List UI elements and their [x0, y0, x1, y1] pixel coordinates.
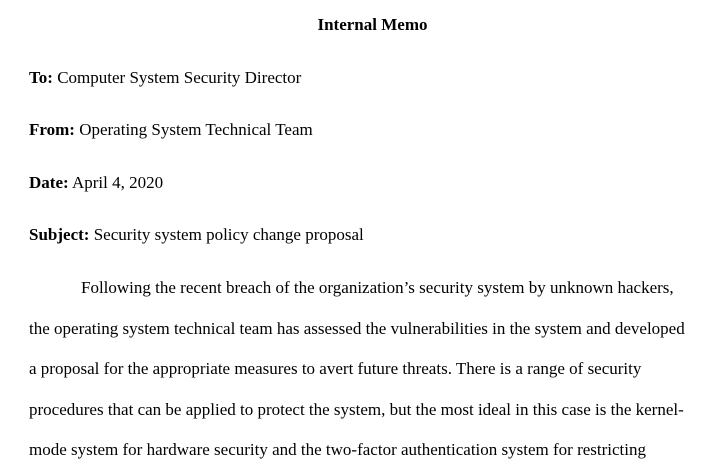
- from-label: From:: [29, 120, 75, 139]
- date-label: Date:: [29, 173, 69, 192]
- to-field: [29, 66, 301, 90]
- memo-title: Internal Memo: [317, 15, 428, 34]
- to-value: Computer System Security Director: [57, 68, 302, 87]
- body-line: procedures that can be applied to protect the system, but the most ideal in this case is the kernel-: [29, 400, 684, 419]
- from-value: Operating System Technical Team: [79, 120, 313, 139]
- subject-value: Security system policy change proposal: [93, 225, 364, 244]
- body-line: the operating system technical team has assessed the vulnerabilities in the system and developed: [29, 319, 685, 338]
- body-line: Following the recent breach of the organization’s security system by unknown hackers,: [81, 278, 674, 297]
- date-value: April 4, 2020: [71, 173, 164, 192]
- body-line: a proposal for the appropriate measures to avert future threats. There is a range of security: [29, 359, 642, 378]
- body-line: mode system for hardware security and the two-factor authentication system for restricting: [29, 440, 646, 459]
- to-label: To:: [29, 68, 53, 87]
- subject-field: [29, 223, 364, 247]
- from-field: [29, 118, 313, 142]
- date-field: [29, 171, 163, 195]
- subject-label: Subject:: [29, 225, 90, 244]
